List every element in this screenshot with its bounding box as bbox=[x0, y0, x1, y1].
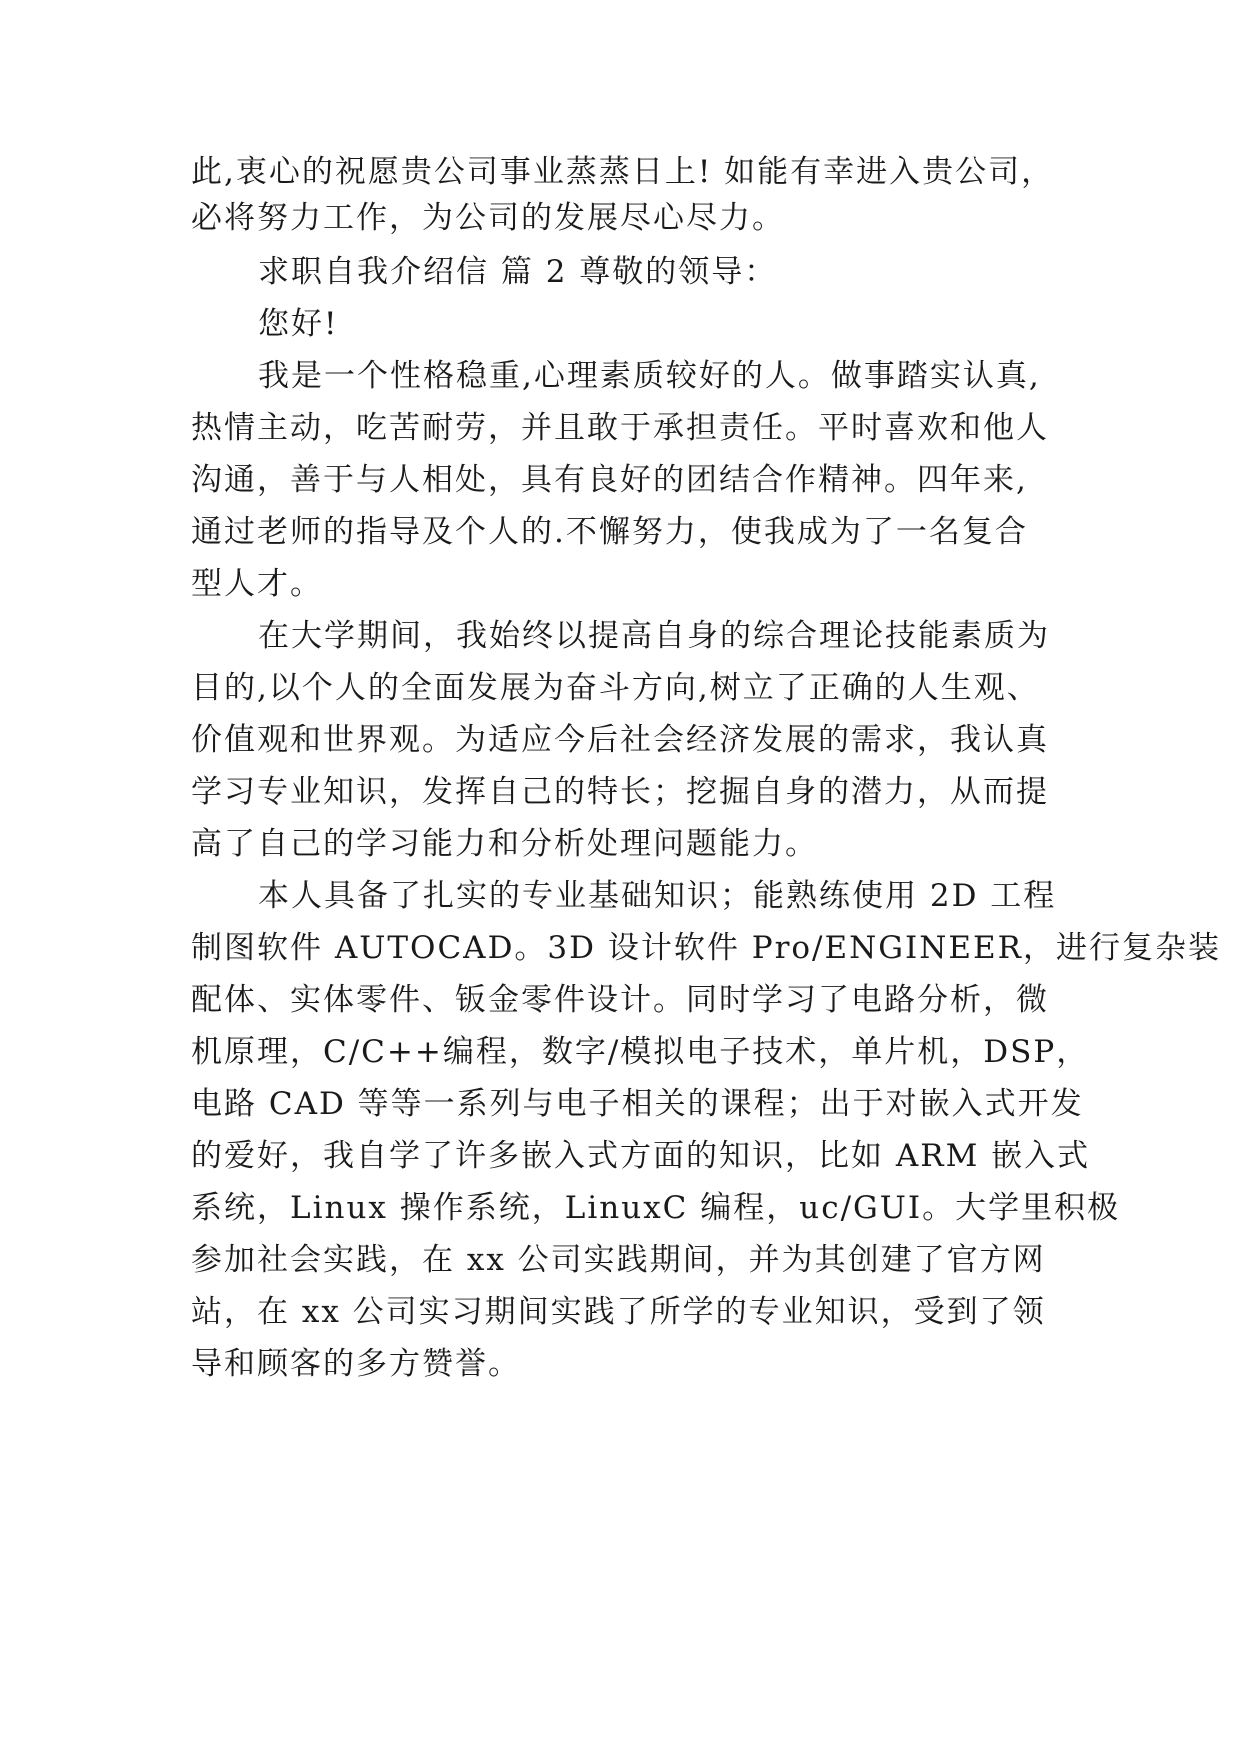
text-line: 求职自我介绍信 篇 2 尊敬的领导： bbox=[258, 254, 778, 290]
text-line: 站，在 xx 公司实习期间实践了所学的专业知识，受到了领 bbox=[191, 1294, 1046, 1330]
text-line: 学习专业知识，发挥自己的特长；挖掘自身的潜力，从而提 bbox=[191, 774, 1049, 810]
text-line: 型人才。 bbox=[191, 566, 323, 602]
text-line: 价值观和世界观。为适应今后社会经济发展的需求，我认真 bbox=[191, 722, 1049, 758]
text-line: 在大学期间，我始终以提高自身的综合理论技能素质为 bbox=[258, 618, 1050, 654]
text-line: 您好! bbox=[258, 306, 339, 342]
text-line: 此,衷心的祝愿贵公司事业蒸蒸日上! 如能有幸进入贵公司， bbox=[191, 154, 1055, 190]
text-line: 必将努力工作，为公司的发展尽心尽力。 bbox=[191, 200, 785, 236]
text-line: 机原理，C/C++编程，数字/模拟电子技术，单片机，DSP， bbox=[191, 1034, 1090, 1070]
text-line: 高了自己的学习能力和分析处理问题能力。 bbox=[191, 826, 818, 862]
text-line: 本人具备了扎实的专业基础知识；能熟练使用 2D 工程 bbox=[258, 878, 1057, 914]
text-line: 参加社会实践，在 xx 公司实践期间，并为其创建了官方网 bbox=[191, 1242, 1046, 1278]
text-line: 电路 CAD 等等一系列与电子相关的课程；出于对嵌入式开发 bbox=[191, 1086, 1084, 1122]
text-line: 系统，Linux 操作系统，LinuxC 编程，uc/GUI。大学里积极 bbox=[191, 1190, 1121, 1226]
text-line: 我是一个性格稳重,心理素质较好的人。做事踏实认真, bbox=[258, 358, 1041, 394]
text-line: 通过老师的指导及个人的.不懈努力，使我成为了一名复合 bbox=[191, 514, 1028, 550]
text-line: 制图软件 AUTOCAD。3D 设计软件 Pro/ENGINEER，进行复杂装 bbox=[191, 930, 1221, 966]
text-line: 配体、实体零件、钣金零件设计。同时学习了电路分析，微 bbox=[191, 982, 1049, 1018]
text-line: 导和顾客的多方赞誉。 bbox=[191, 1346, 521, 1382]
text-line: 目的,以个人的全面发展为奋斗方向,树立了正确的人生观、 bbox=[191, 670, 1040, 706]
text-line: 的爱好，我自学了许多嵌入式方面的知识，比如 ARM 嵌入式 bbox=[191, 1138, 1091, 1174]
text-line: 热情主动，吃苦耐劳，并且敢于承担责任。平时喜欢和他人 bbox=[191, 410, 1049, 446]
text-line: 沟通，善于与人相处，具有良好的团结合作精神。四年来, bbox=[191, 462, 1028, 498]
